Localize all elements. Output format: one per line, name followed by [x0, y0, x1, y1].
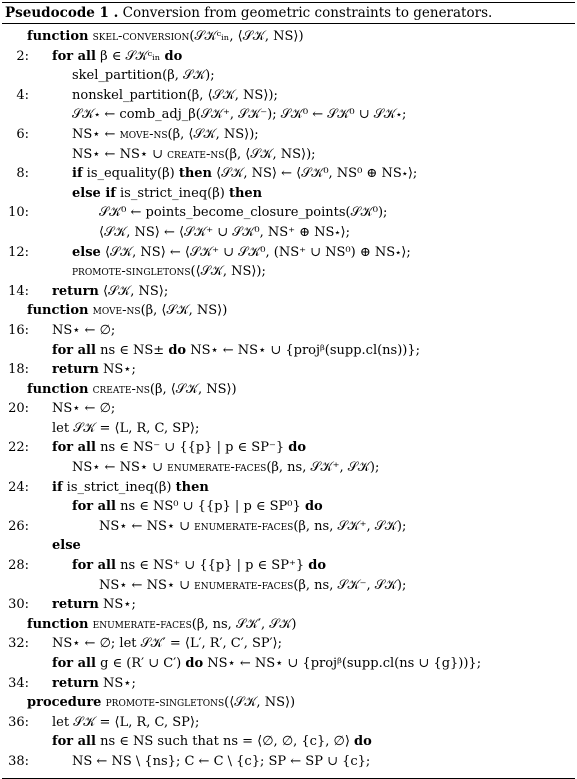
code-line — [2, 86, 575, 106]
code-line — [2, 282, 575, 302]
code-text: for all ns ∈ NS± do NS⋆ ← NS⋆ ∪ {projᵝ(supp.cl(ns))}; — [52, 342, 421, 358]
code-line — [2, 145, 575, 165]
code-text: if is_equality(β) then ⟨𝒮𝒦, NS⟩ ← ⟨𝒮𝒦⁰, NS⁰ ⊕ NS⋆⟩; — [72, 166, 418, 182]
code-text: 𝒮𝒦⁰ ← points_become_closure_points(𝒮𝒦⁰); — [99, 205, 388, 221]
code-text: NS⋆ ← NS⋆ ∪ enumerate-faces(β, ns, 𝒮𝒦⁻, 𝒮𝒦); — [99, 577, 407, 593]
code-line — [2, 674, 575, 694]
code-text: return NS⋆; — [52, 675, 136, 691]
line-number: 36: — [8, 714, 29, 730]
line-number: 14: — [8, 283, 29, 299]
code-line — [2, 243, 575, 263]
code-line — [2, 105, 575, 125]
code-text: else — [52, 538, 81, 554]
code-text: return NS⋆; — [52, 597, 136, 613]
line-number: 10: — [8, 205, 29, 221]
algorithm-block — [2, 2, 575, 779]
code-text: for all β ∈ 𝒮𝒦ᶜᵢₙ do — [52, 48, 183, 64]
code-text: skel_partition(β, 𝒮𝒦); — [72, 68, 215, 84]
code-text: NS⋆ ← move-ns(β, ⟨𝒮𝒦, NS⟩); — [72, 126, 259, 142]
code-text: for all ns ∈ NS⁻ ∪ {{p} | p ∈ SP⁻} do — [52, 440, 306, 456]
code-line — [2, 458, 575, 478]
code-line — [2, 203, 575, 223]
line-number: 24: — [8, 479, 29, 495]
code-text: procedure promote-singletons(⟨𝒮𝒦, NS⟩) — [27, 695, 296, 711]
code-line — [2, 752, 575, 772]
code-line — [2, 360, 575, 380]
code-text: function move-ns(β, ⟨𝒮𝒦, NS⟩) — [27, 303, 228, 319]
line-number: 20: — [8, 401, 29, 417]
code-line — [2, 654, 575, 674]
code-line — [2, 438, 575, 458]
code-text: else if is_strict_ineq(β) then — [72, 185, 263, 201]
line-number: 2: — [16, 48, 29, 64]
line-number: 26: — [8, 518, 29, 534]
line-number: 16: — [8, 322, 29, 338]
code-text: promote-singletons(⟨𝒮𝒦, NS⟩); — [72, 264, 266, 280]
code-line — [2, 27, 575, 47]
code-text: NS⋆ ← ∅; — [52, 401, 116, 417]
line-number: 18: — [8, 362, 29, 378]
code-text: NS⋆ ← NS⋆ ∪ create-ns(β, ⟨𝒮𝒦, NS⟩); — [72, 146, 316, 162]
code-text: else ⟨𝒮𝒦, NS⟩ ← ⟨𝒮𝒦⁺ ∪ 𝒮𝒦⁰, (NS⁺ ∪ NS⁰) ⊕ NS⋆⟩; — [72, 244, 411, 260]
code-text: if is_strict_ineq(β) then — [52, 479, 209, 495]
line-number: 38: — [8, 753, 29, 769]
code-line — [2, 556, 575, 576]
pseudocode-lines — [2, 24, 575, 778]
code-line — [2, 693, 575, 713]
code-text: ⟨𝒮𝒦, NS⟩ ← ⟨𝒮𝒦⁺ ∪ 𝒮𝒦⁰, NS⁺ ⊕ NS⋆⟩; — [99, 224, 350, 240]
code-line — [2, 517, 575, 537]
code-text: NS⋆ ← ∅; let 𝒮𝒦′ = ⟨L′, R′, C′, SP′⟩; — [52, 636, 283, 652]
code-line — [2, 497, 575, 517]
line-number: 34: — [8, 675, 29, 691]
code-text: let 𝒮𝒦 = ⟨L, R, C, SP⟩; — [52, 714, 200, 730]
code-line — [2, 399, 575, 419]
line-number: 6: — [16, 126, 29, 142]
line-number: 32: — [8, 636, 29, 652]
code-line — [2, 184, 575, 204]
code-line — [2, 301, 575, 321]
caption-label: Pseudocode 1 . — [5, 5, 119, 21]
code-text: nonskel_partition(β, ⟨𝒮𝒦, NS⟩); — [72, 87, 278, 103]
code-text: 𝒮𝒦⋆ ← comb_adj_β(𝒮𝒦⁺, 𝒮𝒦⁻); 𝒮𝒦⁰ ← 𝒮𝒦⁰ ∪ 𝒮𝒦⋆; — [72, 107, 407, 123]
code-line — [2, 615, 575, 635]
line-number: 28: — [8, 558, 29, 574]
code-line — [2, 536, 575, 556]
code-line — [2, 576, 575, 596]
caption-text: Conversion from geometric constraints to generators. — [122, 5, 493, 21]
code-text: return ⟨𝒮𝒦, NS⟩; — [52, 283, 169, 299]
code-line — [2, 262, 575, 282]
code-line — [2, 125, 575, 145]
line-number: 8: — [16, 166, 29, 182]
algorithm-caption — [2, 3, 575, 24]
code-text: function skel-conversion(𝒮𝒦ᶜᵢₙ, ⟨𝒮𝒦, NS⟩) — [27, 29, 304, 44]
code-line — [2, 321, 575, 341]
line-number: 4: — [16, 87, 29, 103]
code-text: NS⋆ ← NS⋆ ∪ enumerate-faces(β, ns, 𝒮𝒦⁺, 𝒮𝒦); — [72, 460, 380, 476]
code-text: for all ns ∈ NS⁰ ∪ {{p} | p ∈ SP⁰} do — [72, 499, 323, 515]
code-text: return NS⋆; — [52, 362, 136, 378]
code-line — [2, 595, 575, 615]
code-text: NS⋆ ← NS⋆ ∪ enumerate-faces(β, ns, 𝒮𝒦⁺, 𝒮𝒦); — [99, 518, 407, 534]
code-line — [2, 634, 575, 654]
code-text: NS⋆ ← ∅; — [52, 322, 116, 338]
code-text: for all g ∈ (R′ ∪ C′) do NS⋆ ← NS⋆ ∪ {projᵝ(supp.cl(ns ∪ {g}))}; — [52, 656, 482, 671]
line-number: 12: — [8, 244, 29, 260]
code-text: NS ← NS \ {ns}; C ← C \ {c}; SP ← SP ∪ {c}; — [72, 753, 371, 769]
code-text: for all ns ∈ NS⁺ ∪ {{p} | p ∈ SP⁺} do — [72, 558, 326, 574]
code-line — [2, 341, 575, 361]
code-line — [2, 164, 575, 184]
code-line — [2, 478, 575, 498]
code-text: function create-ns(β, ⟨𝒮𝒦, NS⟩) — [27, 381, 237, 397]
code-line — [2, 223, 575, 243]
code-text: let 𝒮𝒦 = ⟨L, R, C, SP⟩; — [52, 420, 200, 436]
code-line — [2, 419, 575, 439]
code-line — [2, 732, 575, 752]
code-line — [2, 713, 575, 733]
code-line — [2, 66, 575, 86]
code-line — [2, 47, 575, 67]
line-number: 30: — [8, 597, 29, 613]
line-number: 22: — [8, 440, 29, 456]
code-text: function enumerate-faces(β, ns, 𝒮𝒦′, 𝒮𝒦) — [27, 616, 297, 632]
code-line — [2, 380, 575, 400]
code-text: for all ns ∈ NS such that ns = ⟨∅, ∅, {c}, ∅⟩ do — [52, 734, 372, 750]
